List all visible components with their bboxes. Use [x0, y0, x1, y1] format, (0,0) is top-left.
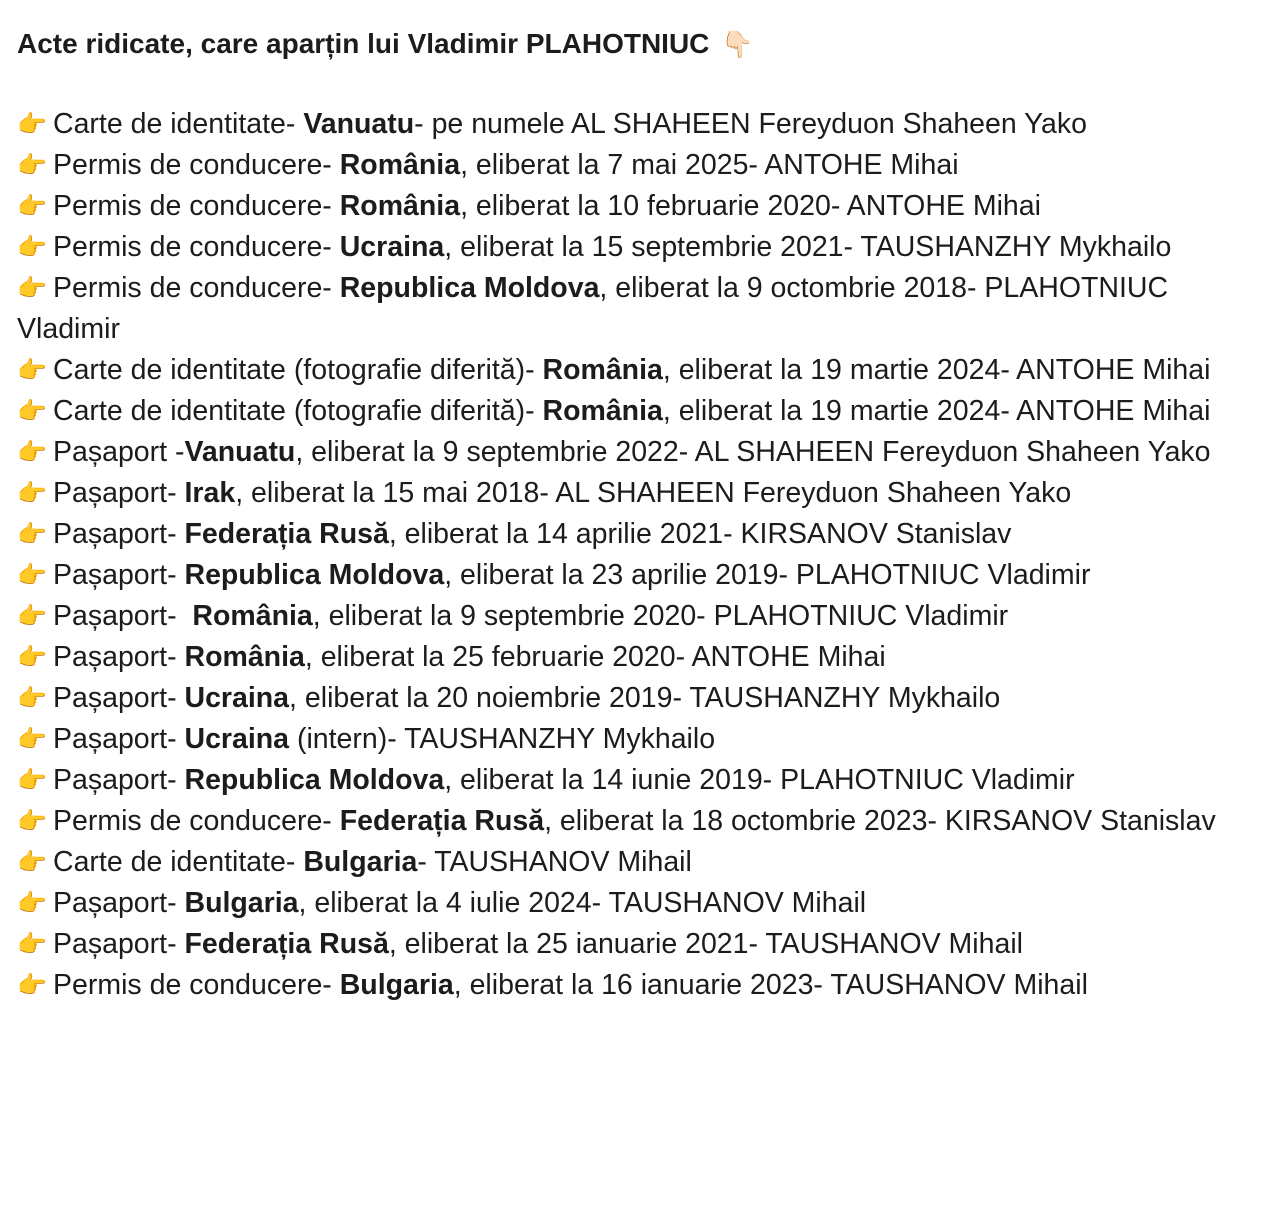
documents-list [17, 104, 1267, 1006]
list-item [17, 760, 1267, 801]
pointing-right-hand-icon: 👉 [17, 275, 47, 302]
issuing-country: Republica Moldova [184, 559, 445, 591]
pointing-right-hand-icon: 👉 [17, 193, 47, 220]
issuing-country: România [542, 354, 663, 386]
list-item [17, 350, 1267, 391]
document-type: Carte de identitate- [53, 108, 304, 140]
document-details: , eliberat la 9 septembrie 2020- PLAHOTNIUC Vladimir [312, 600, 1009, 632]
document-type: Permis de conducere- [53, 149, 340, 181]
pointing-right-hand-icon: 👉 [17, 234, 47, 261]
issuing-country: Federația Rusă [184, 518, 389, 550]
list-item [17, 227, 1267, 268]
pointing-right-hand-icon: 👉 [17, 562, 47, 589]
pointing-right-hand-icon: 👉 [17, 111, 47, 138]
document-details: , eliberat la 4 iulie 2024- TAUSHANOV Mihail [298, 887, 867, 919]
document-details: , eliberat la 19 martie 2024- ANTOHE Mihai [662, 395, 1211, 427]
document-details: , eliberat la 19 martie 2024- ANTOHE Mihai [662, 354, 1211, 386]
issuing-country: Federația Rusă [184, 928, 389, 960]
issuing-country: Ucraina [184, 682, 290, 714]
list-item [17, 883, 1267, 924]
list-item [17, 473, 1267, 514]
issuing-country: Ucraina [184, 723, 290, 755]
list-item [17, 965, 1267, 1006]
document-details: , eliberat la 14 aprilie 2021- KIRSANOV Stanislav [388, 518, 1012, 550]
document-details: , eliberat la 10 februarie 2020- ANTOHE Mihai [460, 190, 1041, 222]
document-type: Permis de conducere- [53, 231, 340, 263]
issuing-country: România [339, 190, 461, 222]
issuing-country: România [184, 641, 305, 673]
document-type: Carte de identitate- [53, 846, 304, 878]
pointing-right-hand-icon: 👉 [17, 439, 47, 466]
list-item [17, 555, 1267, 596]
pointing-right-hand-icon: 👉 [17, 849, 47, 876]
document-type: Carte de identitate (fotografie diferită)- [53, 354, 543, 386]
list-item [17, 842, 1267, 883]
document-details: , eliberat la 9 octombrie 2018- PLAHOTNIUC Vladimir [17, 272, 1169, 345]
document-type: Pașaport- [53, 682, 185, 714]
document-details: , eliberat la 15 septembrie 2021- TAUSHANZHY Mykhailo [444, 231, 1172, 263]
document-details: , eliberat la 23 aprilie 2019- PLAHOTNIUC Vladimir [444, 559, 1091, 591]
pointing-right-hand-icon: 👉 [17, 398, 47, 425]
pointing-right-hand-icon: 👉 [17, 480, 47, 507]
list-item [17, 145, 1267, 186]
document-type: Permis de conducere- [53, 272, 340, 304]
pointing-right-hand-icon: 👉 [17, 685, 47, 712]
pointing-right-hand-icon: 👉 [17, 726, 47, 753]
document-type: Pașaport- [53, 641, 185, 673]
document-type: Pașaport- [53, 764, 185, 796]
document-details: , eliberat la 20 noiembrie 2019- TAUSHANZHY Mykhailo [289, 682, 1001, 714]
document-type: Pașaport- [53, 723, 185, 755]
document-type: Permis de conducere- [53, 190, 340, 222]
document-details: - pe numele AL SHAHEEN Fereyduon Shaheen Yako [414, 108, 1087, 140]
pointing-right-hand-icon: 👉 [17, 152, 47, 179]
issuing-country: Federația Rusă [339, 805, 545, 837]
issuing-country: Vanuatu [303, 108, 415, 140]
pointing-right-hand-icon: 👉 [17, 644, 47, 671]
issuing-country: Bulgaria [303, 846, 418, 878]
issuing-country: Vanuatu [184, 436, 296, 468]
list-item [17, 268, 1267, 350]
pointing-right-hand-icon: 👉 [17, 767, 47, 794]
document-details: , eliberat la 14 iunie 2019- PLAHOTNIUC Vladimir [444, 764, 1075, 796]
pointing-right-hand-icon: 👉 [17, 890, 47, 917]
document-details: , eliberat la 18 octombrie 2023- KIRSANOV Stanislav [544, 805, 1216, 837]
post-body [17, 22, 1267, 1006]
issuing-country: Ucraina [339, 231, 445, 263]
document-details: - TAUSHANOV Mihail [417, 846, 692, 878]
post-title [17, 22, 1267, 66]
document-details: , eliberat la 16 ianuarie 2023- TAUSHANOV Mihail [453, 969, 1088, 1001]
list-item [17, 801, 1267, 842]
list-item [17, 678, 1267, 719]
issuing-country: Bulgaria [339, 969, 454, 1001]
document-type: Pașaport- [53, 928, 185, 960]
pointing-right-hand-icon: 👉 [17, 931, 47, 958]
list-item [17, 432, 1267, 473]
list-item [17, 186, 1267, 227]
issuing-country: România [192, 600, 313, 632]
document-type: Pașaport- [53, 477, 185, 509]
issuing-country: România [542, 395, 663, 427]
document-details: , eliberat la 7 mai 2025- ANTOHE Mihai [460, 149, 959, 181]
pointing-right-hand-icon: 👉 [17, 808, 47, 835]
document-type: Pașaport- [53, 887, 185, 919]
issuing-country: Republica Moldova [339, 272, 600, 304]
document-details: , eliberat la 25 ianuarie 2021- TAUSHANOV Mihail [388, 928, 1023, 960]
pointing-right-hand-icon: 👉 [17, 521, 47, 548]
document-details: (intern)- TAUSHANZHY Mykhailo [289, 723, 716, 755]
document-details: , eliberat la 15 mai 2018- AL SHAHEEN Fereyduon Shaheen Yako [235, 477, 1072, 509]
issuing-country: Republica Moldova [184, 764, 445, 796]
list-item [17, 637, 1267, 678]
post-title-text: Acte ridicate, care aparțin lui Vladimir PLAHOTNIUC [17, 28, 710, 59]
document-type: Pașaport- [53, 518, 185, 550]
list-item [17, 719, 1267, 760]
list-item [17, 514, 1267, 555]
list-item [17, 924, 1267, 965]
issuing-country: România [339, 149, 461, 181]
list-item [17, 104, 1267, 145]
pointing-down-hand-icon: 👇🏻 [721, 29, 754, 59]
document-details: , eliberat la 9 septembrie 2022- AL SHAHEEN Fereyduon Shaheen Yako [295, 436, 1211, 468]
document-details: , eliberat la 25 februarie 2020- ANTOHE Mihai [304, 641, 886, 673]
document-type: Pașaport- [53, 600, 193, 632]
document-type: Pașaport- [53, 559, 185, 591]
document-type: Permis de conducere- [53, 969, 340, 1001]
document-type: Permis de conducere- [53, 805, 340, 837]
list-item [17, 391, 1267, 432]
document-type: Pașaport - [53, 436, 185, 468]
pointing-right-hand-icon: 👉 [17, 603, 47, 630]
issuing-country: Bulgaria [184, 887, 299, 919]
document-type: Carte de identitate (fotografie diferită)- [53, 395, 543, 427]
issuing-country: Irak [184, 477, 236, 509]
pointing-right-hand-icon: 👉 [17, 357, 47, 384]
list-item [17, 596, 1267, 637]
pointing-right-hand-icon: 👉 [17, 972, 47, 999]
